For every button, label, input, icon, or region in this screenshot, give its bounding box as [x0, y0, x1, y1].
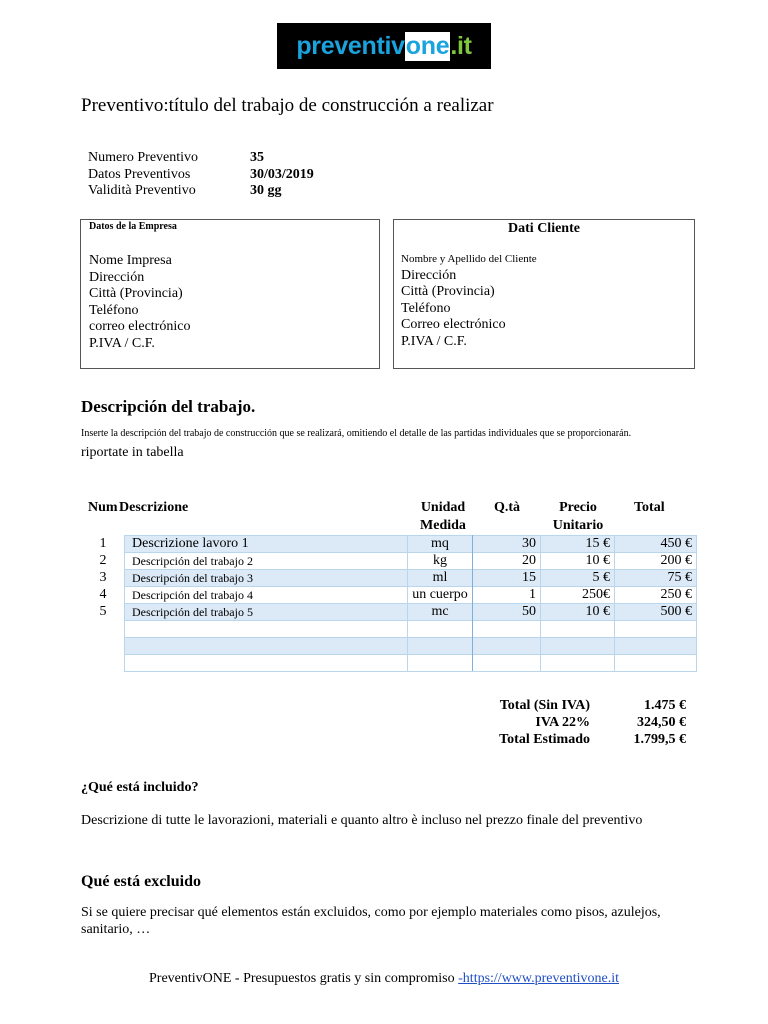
meta-value: 35	[250, 150, 264, 165]
table-divider	[472, 535, 473, 671]
excluded-title: Qué está excluido	[81, 873, 201, 890]
company-line: P.IVA / C.F.	[89, 335, 155, 351]
totals-labels	[440, 697, 590, 748]
brand-logo	[277, 23, 491, 69]
meta-value: 30 gg	[250, 183, 282, 198]
table-row	[125, 553, 697, 570]
col-header-unit-line1: Unidad	[420, 500, 466, 515]
meta-label: Datos Preventivos	[88, 166, 191, 182]
total-value: 1.475 €	[644, 698, 686, 713]
table-row	[125, 587, 697, 604]
cell-price: 10 €	[541, 604, 615, 621]
row-number: 2	[99, 553, 107, 568]
items-table	[124, 535, 697, 672]
cell-price: 5 €	[541, 570, 615, 587]
cell-desc: Descripción del trabajo 4	[125, 587, 408, 604]
col-header-qty: Q.tà	[493, 500, 521, 515]
company-box	[80, 219, 380, 369]
cell-desc: Descripción del trabajo 3	[125, 570, 408, 587]
company-line: Dirección	[89, 269, 145, 285]
col-header-price	[546, 499, 610, 535]
included-text: Descrizione di tutte le lavorazioni, materiali e quanto altro è incluso nel prezzo finale del preventivo	[81, 813, 643, 828]
cell-qty: 30	[473, 536, 541, 553]
company-line: Teléfono	[89, 302, 139, 318]
client-line: P.IVA / C.F.	[401, 333, 467, 349]
excluded-line-2: sanitario, …	[81, 922, 151, 937]
table-row	[125, 536, 697, 553]
col-header-unit	[412, 499, 474, 535]
cell-qty: 15	[473, 570, 541, 587]
cell-price: 250€	[541, 587, 615, 604]
footer-link[interactable]: -https://www.preventivone.it	[458, 971, 619, 986]
cell-unit: mc	[408, 604, 473, 621]
footer-text: PreventivONE - Presupuestos gratis y sin compromiso	[149, 971, 459, 986]
cell-qty: 50	[473, 604, 541, 621]
client-box	[393, 219, 695, 369]
col-header-price-line1: Precio	[559, 500, 597, 515]
cell-unit: kg	[408, 553, 473, 570]
logo-part-2: one	[405, 31, 450, 60]
excluded-line-1: Si se quiere precisar qué elementos están excluidos, como por ejemplo materiales como pisos, azulejos,	[81, 905, 661, 920]
col-header-unit-line2: Medida	[420, 518, 466, 533]
cell-desc: Descripción del trabajo 5	[125, 604, 408, 621]
meta-row	[88, 150, 314, 167]
col-header-total: Total	[634, 500, 665, 515]
total-label: Total (Sin IVA)	[499, 698, 590, 713]
client-line: Teléfono	[401, 300, 451, 316]
table-row	[125, 570, 697, 587]
client-line: Città (Provincia)	[401, 284, 495, 299]
table-row-empty	[125, 655, 697, 672]
meta-row	[88, 183, 314, 200]
row-number: 4	[99, 587, 107, 602]
cell-desc: Descrizione lavoro 1	[125, 536, 408, 553]
cell-total: 75 €	[615, 570, 697, 587]
total-label: IVA 22%	[535, 715, 590, 730]
total-value: 324,50 €	[637, 715, 686, 730]
totals-values	[596, 697, 686, 748]
row-number: 3	[99, 570, 107, 585]
client-line: Dirección	[401, 267, 457, 283]
client-line: Correo electrónico	[401, 317, 506, 332]
footer	[0, 971, 768, 987]
cell-total: 250 €	[615, 587, 697, 604]
total-label: Total Estimado	[499, 732, 590, 747]
company-line: Città (Provincia)	[89, 286, 183, 301]
cell-qty: 20	[473, 553, 541, 570]
cell-unit: un cuerpo	[408, 587, 473, 604]
cell-total: 500 €	[615, 604, 697, 621]
col-header-desc: Descrizione	[119, 500, 189, 515]
total-value: 1.799,5 €	[633, 732, 686, 747]
logo-part-1: preventiv	[296, 31, 405, 60]
cell-price: 15 €	[541, 536, 615, 553]
quote-meta	[88, 150, 314, 200]
logo-part-3: .it	[450, 31, 472, 60]
meta-label: Numero Preventivo	[88, 150, 199, 165]
row-number: 1	[99, 536, 107, 551]
cell-unit: ml	[408, 570, 473, 587]
row-numbers	[88, 535, 118, 620]
company-heading: Datos de la Empresa	[89, 221, 177, 232]
cell-total: 450 €	[615, 536, 697, 553]
description-line: riportate in tabella	[81, 445, 184, 460]
included-title: ¿Qué está incluido?	[81, 780, 199, 795]
meta-label: Validità Preventivo	[88, 183, 196, 198]
cell-unit: mq	[408, 536, 473, 553]
page-title: Preventivo:título del trabajo de construcción a realizar	[81, 95, 494, 116]
company-line: correo electrónico	[89, 319, 191, 334]
cell-price: 10 €	[541, 553, 615, 570]
client-name-line: Nombre y Apellido del Cliente	[401, 252, 537, 265]
col-header-price-line2: Unitario	[552, 518, 604, 533]
cell-qty: 1	[473, 587, 541, 604]
meta-value: 30/03/2019	[250, 166, 314, 182]
description-title: Descripción del trabajo.	[81, 397, 256, 416]
table-row-empty	[125, 638, 697, 655]
company-line: Nome Impresa	[89, 253, 172, 268]
col-header-num: Num	[88, 500, 118, 515]
table-row-empty	[125, 621, 697, 638]
table-row	[125, 604, 697, 621]
cell-desc: Descripción del trabajo 2	[125, 553, 408, 570]
meta-row	[88, 167, 314, 184]
description-note: Inserte la descripción del trabajo de construcción que se realizará, omitiendo el detalle de las partidas individuales que se proporcionarán.	[81, 428, 632, 439]
row-number: 5	[99, 604, 107, 619]
cell-total: 200 €	[615, 553, 697, 570]
client-heading: Dati Cliente	[508, 221, 580, 236]
